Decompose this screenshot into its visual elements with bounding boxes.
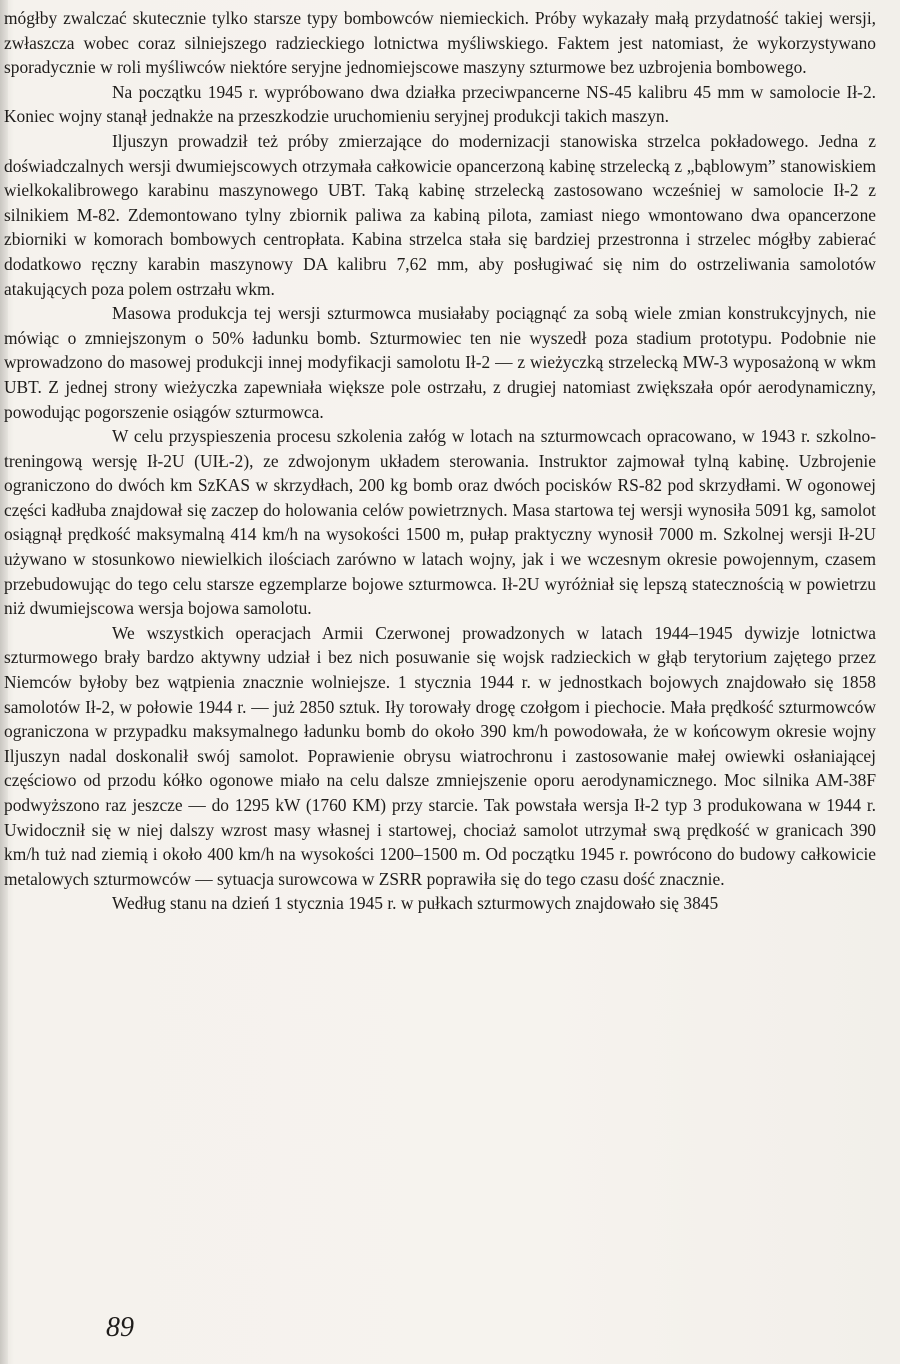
paragraph-mass-production: Masowa produkcja tej wersji szturmowca musiałaby pociągnąć za sobą wiele zmian konstrukcyjnych, nie mówiąc o zmniejszonym o 50% ładunku bomb. Szturmowiec ten nie wyszedł poza stadium prototypu. Podobnie nie wprowadzono do masowej produkcji innej modyfikacji samolotu Ił-2 — z wieżyczką strzelecką MW-3 wyposażoną w wkm UBT. Z jednej strony wieżyczka zapewniała większe pole ostrzału, z drugiej natomiast zwiększała opór aerodynamiczny, powodując pogorszenie osiągów szturmowca. <box>4 303 876 422</box>
paragraph-continuation: mógłby zwalczać skutecznie tylko starsze typy bombowców niemieckich. Próby wykazały małą przydatność takiej wersji, zwłaszcza wobec coraz silniejszego radzieckiego lotnictwa myśliwskiego. Faktem jest natomiast, że wykorzystywano sporadycznie w roli myśliwców niektóre seryjne jednomiejscowe maszyny szturmowe bez uzbrojenia bombowego. <box>4 8 876 78</box>
page-number: 89 <box>106 1312 134 1343</box>
paragraph-red-army-operations: We wszystkich operacjach Armii Czerwonej prowadzonych w latach 1944–1945 dywizje lotnictwa szturmowego brały bardzo aktywny udział i bez nich posuwanie się wojsk radzieckich w głąb terytorium zajętego przez Niemców byłoby bez wątpienia znacznie wolniejsze. 1 stycznia 1944 r. w jednostkach bojowych znajdowało się 1858 samolotów Ił-2, w połowie 1944 r. — już 2850 sztuk. Iły torowały drogę czołgom i piechocie. Mała prędkość szturmowców ograniczona w przypadku maksymalnego ładunku bomb do około 390 km/h powodowała, że w końcowym okresie wojny Iljuszyn nadal doskonalił swój samolot. Poprawienie obrysu wiatrochronu i zastosowanie małej owiewki osłaniającej częściowo od przodu kółko ogonowe miało na celu dalsze zmniejszenie oporu aerodynamicznego. Moc silnika AM-38F podwyższono raz jeszcze — do 1295 kW (1760 KM) przy starcie. Tak powstała wersja Ił-2 typ 3 produkowana w 1944 r. Uwidocznił się w niej dalszy wzrost masy własnej i startowej, chociaż samolot utrzymał swą prędkość w granicach 390 km/h tuż nad ziemią i około 400 km/h na wysokości 1200–1500 m. Od początku 1945 r. powrócono do budowy całkowicie metalowych szturmowców — sytuacja surowcowa w ZSRR poprawiła się do tego czasu dość znacznie. <box>4 622 876 889</box>
paragraph-january-1945: Według stanu na dzień 1 stycznia 1945 r. w pułkach szturmowych znajdowało się 3845 <box>112 893 719 914</box>
paragraph-gunner-station: Iljuszyn prowadził też próby zmierzające do modernizacji stanowiska strzelca pokładowego. Jedna z doświadczalnych wersji dwumiejscowych otrzymała całkowicie opancerzoną kabinę strzelecką z „bąblowym” stanowiskiem wielkokalibrowego karabinu maszynowego UBT. Taką kabinę strzelecką zastosowano wcześniej w samolocie Ił-2 z silnikiem M-82. Zdemontowano tylny zbiornik paliwa za kabiną pilota, zamiast niego wmontowano dwa opancerzone zbiorniki w komorach bombowych centropłata. Kabina strzelca stała się bardziej przestronna i strzelec mógłby zabierać dodatkowo ręczny karabin maszynowy DA kalibru 7,62 mm, aby posługiwać się nim do ostrzeliwania samolotów atakujących poza polem ostrzału wkm. <box>4 130 876 299</box>
paragraph-ns45-cannons: Na początku 1945 r. wypróbowano dwa działka przeciwpancerne NS-45 kalibru 45 mm w samolocie Ił-2. Koniec wojny stanął jednakże na przeszkodzie uruchomieniu seryjnej produkcji takich maszyn. <box>4 81 876 127</box>
paragraph-training-version: W celu przyspieszenia procesu szkolenia załóg w lotach na szturmowcach opracowano, w 1943 r. szkolno-treningową wersję Ił-2U (UIŁ-2), ze zdwojonym układem sterowania. Instruktor zajmował tylną kabinę. Uzbrojenie ograniczono do dwóch km SzKAS w skrzydłach, 200 kg bomb oraz dwóch pocisków RS-82 pod skrzydłami. W ogonowej części kadłuba znajdował się zaczep do holowania celów powietrznych. Masa startowa tej wersji wynosiła 5091 kg, samolot osiągnął prędkość maksymalną 414 km/h na wysokości 1500 m, pułap praktyczny wynosił 7000 m. Szkolnej wersji Ił-2U używano w stosunkowo niewielkich ilościach zarówno w latach wojny, jak i we wczesnym okresie powojennym, czasem przebudowując do tego celu starsze egzemplarze bojowe szturmowca. Ił-2U wyróżniał się lepszą statecznością w powietrzu niż dwumiejscowa wersja bojowa samolotu. <box>4 426 876 619</box>
body-text <box>4 6 876 916</box>
